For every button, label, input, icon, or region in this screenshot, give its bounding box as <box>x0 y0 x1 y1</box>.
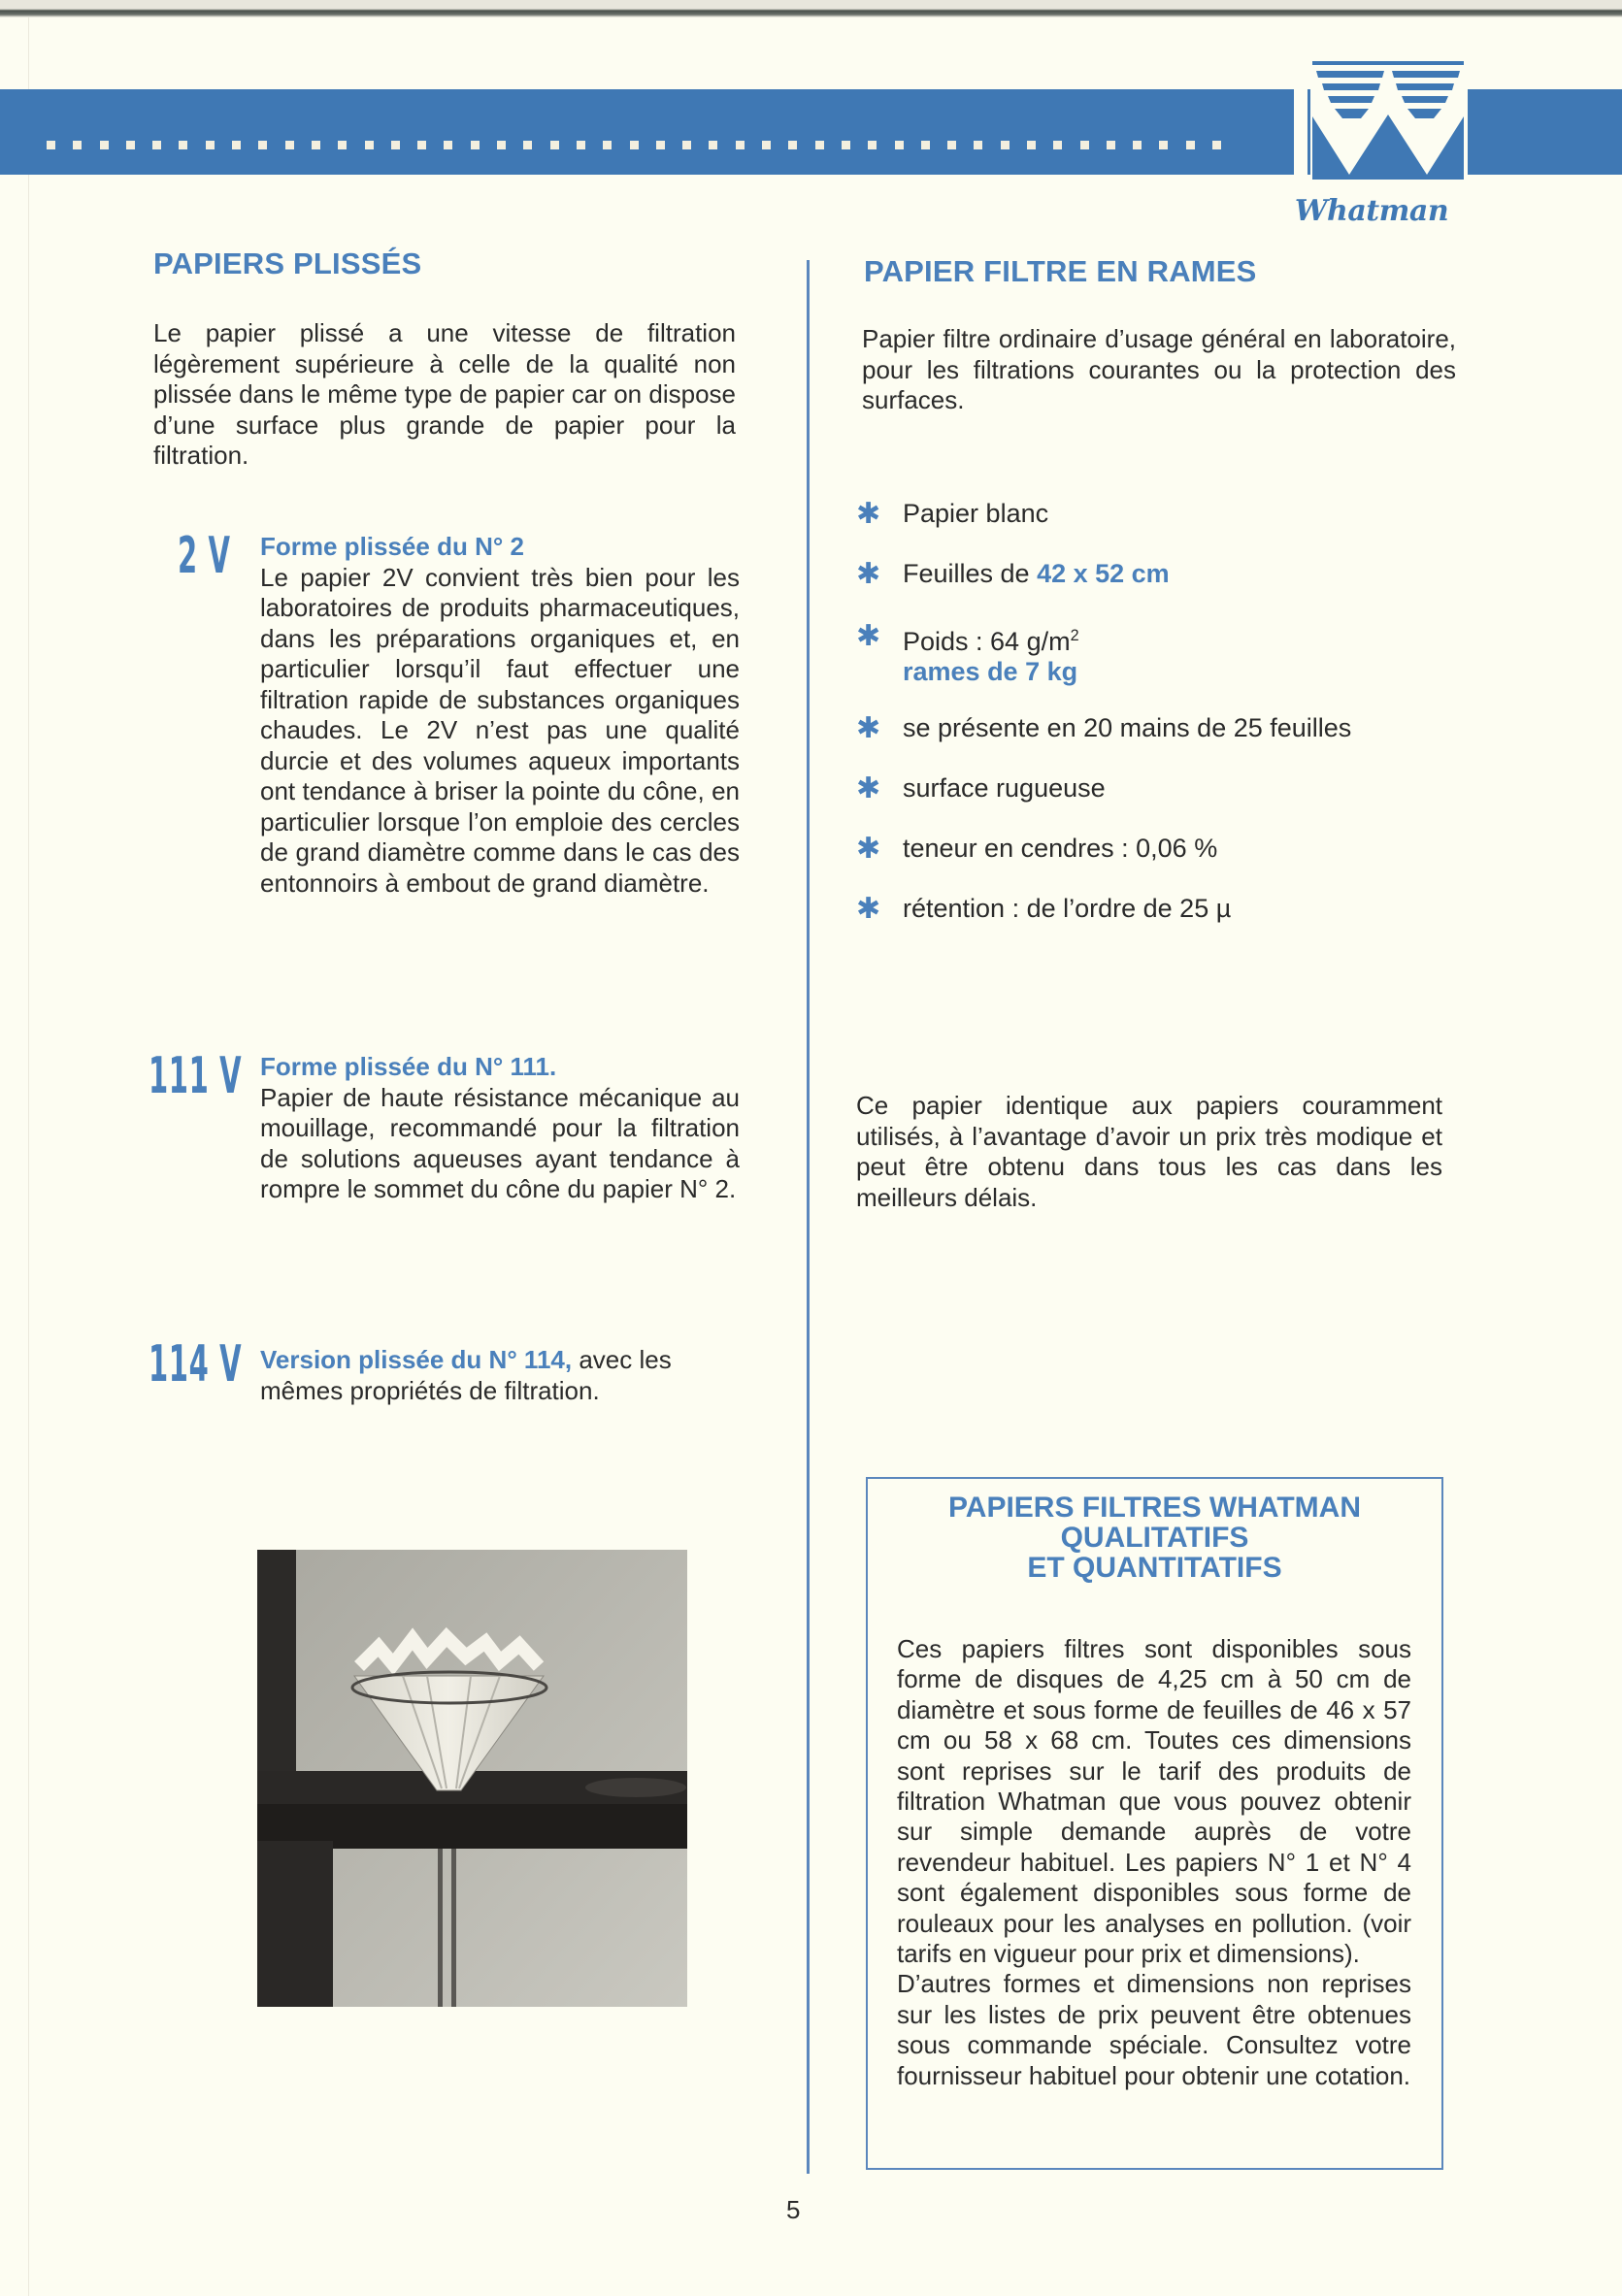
banner-dot <box>179 141 187 149</box>
banner-dot <box>1133 141 1142 149</box>
note-papier-filtre: Ce papier identique aux papiers couramment utilisés, à l’avantage d’avoir un prix très modique et peut être obtenu dans tous les cas dans les meilleurs délais. <box>856 1091 1442 1212</box>
banner-dot <box>444 141 452 149</box>
banner-dot <box>1027 141 1036 149</box>
whatman-wordmark: Whatman <box>1294 194 1449 228</box>
asterisk-icon: ✱ <box>856 772 881 804</box>
banner-dot <box>868 141 877 149</box>
banner-dot <box>709 141 717 149</box>
asterisk-icon: ✱ <box>856 558 881 590</box>
banner-dot <box>630 141 639 149</box>
banner-dot <box>365 141 374 149</box>
product-111v-text: Papier de haute résistance mécanique au mouillage, recommandé pour la filtration de solutions aqueuses ayant tendance à rompre le sommet du cône du papier N° 2. <box>260 1082 740 1203</box>
banner-dot <box>73 141 82 149</box>
banner-dot <box>285 141 294 149</box>
page-number: 5 <box>786 2195 801 2224</box>
banner-dot <box>762 141 771 149</box>
column-divider <box>807 260 810 2174</box>
banner-dot <box>152 141 161 149</box>
banner-dot <box>577 141 585 149</box>
info-box-whatman <box>866 1477 1443 2170</box>
ream-weight: rames de 7 kg <box>903 657 1078 686</box>
banner-dot <box>550 141 559 149</box>
banner-dot <box>842 141 850 149</box>
banner-dot <box>471 141 480 149</box>
whatman-logo-icon <box>1310 58 1466 194</box>
intro-papier-filtre-en-rames: Papier filtre ordinaire d’usage général en laboratoire, pour les filtrations courantes ou la protection des surfaces. <box>862 324 1456 414</box>
info-box-text: Ces papiers filtres sont disponibles sous forme de disques de 4,25 cm à 50 cm de diamètre et sous forme de feuilles de 46 x 57 cm ou 58 x 68 cm. Toutes ces dimensions sont reprises sur le tarif des produits de filtration Whatman que vous pouvez obtenir sur simple demande auprès de votre revendeur habituel. Les papiers N° 1 et N° 4 sont également disponibles sous forme de rouleaux pour les analyses en pollution. (voir tarifs en vigueur pour prix et dimensions). D’autres formes et dimensions non reprises sur les listes de prix peuvent être obtenues sous commande spéciale. Consultez votre fournisseur habituel pour obtenir une cotation. <box>897 1634 1411 2090</box>
binding-line <box>28 17 29 2296</box>
banner-dot <box>1186 141 1195 149</box>
banner-dot <box>523 141 532 149</box>
funnel-photo <box>257 1550 687 2007</box>
product-111v-subtitle: Forme plissée du N° 111. <box>260 1052 557 1081</box>
banner-dot <box>126 141 135 149</box>
bullet-item: ✱ surface rugueuse <box>856 772 1106 804</box>
asterisk-icon: ✱ <box>856 833 881 865</box>
banner-dot <box>1212 141 1221 149</box>
banner-dot <box>895 141 904 149</box>
banner-dot <box>1107 141 1115 149</box>
banner-dot <box>788 141 797 149</box>
banner-dots <box>47 141 1221 150</box>
product-code-2v: 2 V <box>178 527 231 585</box>
banner-dot <box>258 141 267 149</box>
banner-dot <box>1001 141 1010 149</box>
banner-dot <box>338 141 347 149</box>
bullet-item: ✱ Poids : 64 $g/m^2$ rames de 7 kg <box>856 620 1079 686</box>
product-114v-text: avec les mêmes propriétés de filtration. <box>260 1345 672 1405</box>
banner-dot <box>1159 141 1168 149</box>
banner-dot <box>603 141 612 149</box>
banner-dot <box>921 141 930 149</box>
banner-dot <box>974 141 982 149</box>
banner-dot <box>682 141 691 149</box>
banner-dot <box>232 141 241 149</box>
section-title-papier-filtre-en-rames: PAPIER FILTRE EN RAMES <box>864 254 1257 288</box>
product-111v <box>260 1052 740 1205</box>
banner-dot <box>417 141 426 149</box>
section-title-papiers-plisses: PAPIERS PLISSÉS <box>153 246 422 280</box>
asterisk-icon: ✱ <box>856 712 881 744</box>
bullet-item: ✱ se présente en 20 mains de 25 feuilles <box>856 712 1352 744</box>
product-2v <box>260 532 740 899</box>
product-114v <box>260 1345 745 1406</box>
banner-dot <box>100 141 109 149</box>
banner-dot <box>736 141 745 149</box>
banner-dot <box>206 141 215 149</box>
product-114v-subtitle: Version plissée du N° 114, <box>260 1345 573 1374</box>
banner-dot <box>312 141 320 149</box>
banner-dot <box>815 141 824 149</box>
product-code-111v: 111 V <box>149 1047 243 1105</box>
page-top-edge <box>0 0 1622 17</box>
product-code-114v: 114 V <box>149 1335 243 1394</box>
banner-dot <box>1053 141 1062 149</box>
banner-gap-left <box>1294 89 1308 175</box>
bullet-item: ✱ rétention : de l’ordre de 25 µ <box>856 893 1232 925</box>
banner-dot <box>947 141 956 149</box>
intro-papiers-plisses: Le papier plissé a une vitesse de filtration légèrement supérieure à celle de la qualité non plissée dans le même type de papier car on dispose d’une surface plus grande de papier pour la filtration. <box>153 318 736 470</box>
bullet-item: ✱ Feuilles de 42 x 52 cm <box>856 558 1170 590</box>
bullet-item: ✱ Papier blanc <box>856 498 1049 530</box>
product-2v-subtitle: Forme plissée du N° 2 <box>260 532 524 561</box>
banner-dot <box>1080 141 1089 149</box>
banner-dot <box>47 141 55 149</box>
bullet-item: ✱ teneur en cendres : 0,06 % <box>856 833 1218 865</box>
asterisk-icon: ✱ <box>856 893 881 925</box>
info-box-title: PAPIERS FILTRES WHATMAN QUALITATIFS ET QUANTITATIFS <box>948 1492 1361 1584</box>
banner-dot <box>391 141 400 149</box>
sheet-size: 42 x 52 cm <box>1037 559 1170 588</box>
banner-dot <box>497 141 506 149</box>
asterisk-icon: ✱ <box>856 498 881 530</box>
product-2v-text: Le papier 2V convient très bien pour les laboratoires de produits pharmaceutiques, dans les préparations organiques et, en particulier lorsqu’il faut effectuer une filtration rapide de substances organiques chaudes. Le 2V n’est pas une qualité durcie et des volumes aqueux importants ont tendance à briser la pointe du cône, en particulier lorsque l’on emploie des cercles de grand diamètre comme dans le cas des entonnoirs à embout de grand diamètre. <box>260 562 740 898</box>
banner-dot <box>656 141 665 149</box>
asterisk-icon: ✱ <box>856 620 881 652</box>
